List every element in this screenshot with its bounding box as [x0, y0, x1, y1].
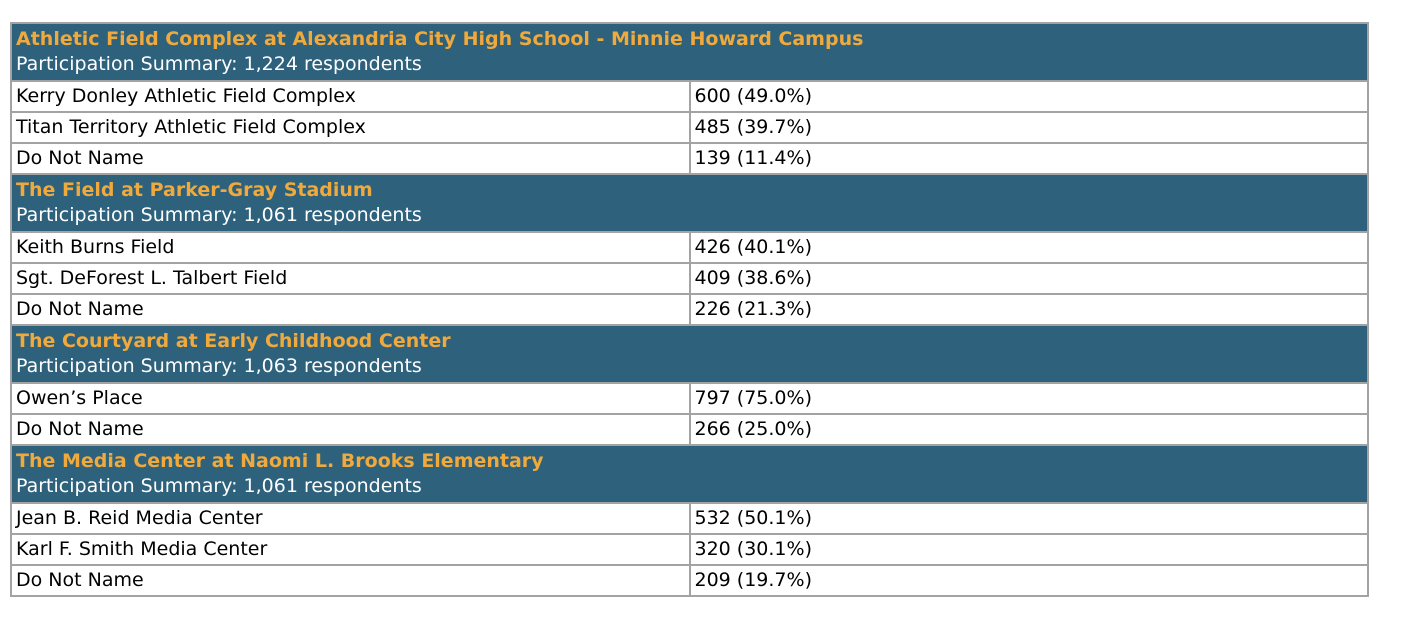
option-result-cell: 209 (19.7%)	[690, 565, 1369, 596]
table-row	[11, 534, 1368, 565]
option-result-cell: 600 (49.0%)	[690, 81, 1369, 112]
section-title: The Courtyard at Early Childhood Center	[16, 330, 451, 352]
option-name-cell: Do Not Name	[11, 143, 690, 174]
section-header-row	[11, 174, 1368, 232]
option-name-cell: Karl F. Smith Media Center	[11, 534, 690, 565]
table-row	[11, 81, 1368, 112]
option-name-cell: Owen’s Place	[11, 383, 690, 414]
section-header-row	[11, 23, 1368, 81]
survey-results-table	[10, 22, 1369, 597]
section-header-row	[11, 445, 1368, 503]
section-header-row	[11, 325, 1368, 383]
section-header-naomi-brooks-elementary	[11, 445, 1368, 503]
option-result-cell: 532 (50.1%)	[690, 503, 1369, 534]
section-header-early-childhood-center	[11, 325, 1368, 383]
table-row	[11, 232, 1368, 263]
option-name-cell: Keith Burns Field	[11, 232, 690, 263]
option-name-cell: Do Not Name	[11, 294, 690, 325]
table-row	[11, 294, 1368, 325]
section-header-parker-gray-stadium	[11, 174, 1368, 232]
option-name-cell: Do Not Name	[11, 414, 690, 445]
option-name-cell: Jean B. Reid Media Center	[11, 503, 690, 534]
section-participation-summary: Participation Summary: 1,061 respondents	[16, 204, 422, 226]
table-row	[11, 143, 1368, 174]
option-result-cell: 426 (40.1%)	[690, 232, 1369, 263]
section-title: The Field at Parker-Gray Stadium	[16, 179, 373, 201]
section-participation-summary: Participation Summary: 1,063 respondents	[16, 355, 422, 377]
section-title: The Media Center at Naomi L. Brooks Elementary	[16, 450, 544, 472]
option-result-cell: 320 (30.1%)	[690, 534, 1369, 565]
table-row	[11, 263, 1368, 294]
option-name-cell: Titan Territory Athletic Field Complex	[11, 112, 690, 143]
table-row	[11, 503, 1368, 534]
option-result-cell: 226 (21.3%)	[690, 294, 1369, 325]
option-name-cell: Kerry Donley Athletic Field Complex	[11, 81, 690, 112]
option-name-cell: Sgt. DeForest L. Talbert Field	[11, 263, 690, 294]
option-result-cell: 266 (25.0%)	[690, 414, 1369, 445]
table-row	[11, 565, 1368, 596]
option-name-cell: Do Not Name	[11, 565, 690, 596]
option-result-cell: 485 (39.7%)	[690, 112, 1369, 143]
table-row	[11, 383, 1368, 414]
section-header-athletic-field-complex	[11, 23, 1368, 81]
option-result-cell: 409 (38.6%)	[690, 263, 1369, 294]
section-title: Athletic Field Complex at Alexandria City High School - Minnie Howard Campus	[16, 28, 864, 50]
table-row	[11, 112, 1368, 143]
section-participation-summary: Participation Summary: 1,061 respondents	[16, 475, 422, 497]
option-result-cell: 139 (11.4%)	[690, 143, 1369, 174]
section-participation-summary: Participation Summary: 1,224 respondents	[16, 53, 422, 75]
table-row	[11, 414, 1368, 445]
option-result-cell: 797 (75.0%)	[690, 383, 1369, 414]
